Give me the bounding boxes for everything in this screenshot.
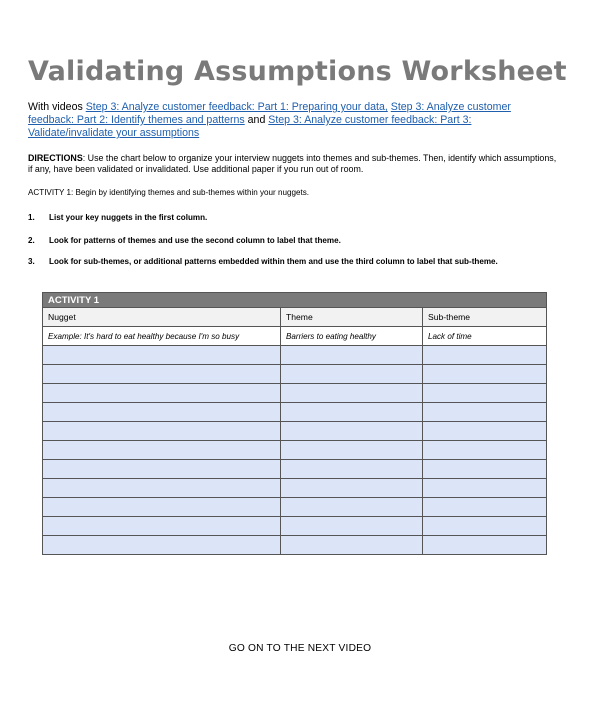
subtheme-cell[interactable] [423, 403, 547, 422]
table-row [43, 403, 547, 422]
theme-cell[interactable] [281, 498, 423, 517]
table-row [43, 384, 547, 403]
nugget-cell[interactable] [43, 536, 281, 555]
column-header-subtheme: Sub-theme [423, 308, 547, 327]
theme-cell[interactable] [281, 346, 423, 365]
directions-text [28, 153, 558, 175]
video-link-part-3[interactable]: Step 3: Analyze customer feedback: Part 3: Validate/invalidate your assumptions [28, 114, 472, 139]
example-theme: Barriers to eating healthy [281, 327, 423, 346]
directions-label: DIRECTIONS [28, 153, 83, 163]
nugget-cell[interactable] [43, 479, 281, 498]
blank-rows [43, 346, 547, 555]
theme-cell[interactable] [281, 441, 423, 460]
subtheme-cell[interactable] [423, 422, 547, 441]
directions-body: : Use the chart below to organize your interview nuggets into themes and sub-themes. Then, identify which assumptions, if any, have been validated or invalidated. Use additional paper if you run out of room. [28, 153, 557, 174]
footer-next-video: GO ON TO THE NEXT VIDEO [228, 643, 372, 654]
column-header-theme: Theme [281, 308, 423, 327]
nugget-cell[interactable] [43, 460, 281, 479]
nugget-cell[interactable] [43, 498, 281, 517]
table-row [43, 536, 547, 555]
table-row [43, 460, 547, 479]
activity-intro: ACTIVITY 1: Begin by identifying themes and sub-themes within your nuggets. [28, 188, 310, 197]
subtheme-cell[interactable] [423, 460, 547, 479]
subtheme-cell[interactable] [423, 365, 547, 384]
subtheme-cell[interactable] [423, 536, 547, 555]
subtheme-cell[interactable] [423, 441, 547, 460]
theme-cell[interactable] [281, 365, 423, 384]
step-number: 2. [28, 236, 35, 245]
theme-cell[interactable] [281, 517, 423, 536]
table-title: ACTIVITY 1 [43, 293, 547, 308]
page-title: Validating Assumptions Worksheet [28, 56, 567, 87]
table-row [43, 365, 547, 384]
video-link-part-1[interactable]: Step 3: Analyze customer feedback: Part 1: Preparing your data, [85, 101, 388, 113]
subtheme-cell[interactable] [423, 346, 547, 365]
table-row [43, 441, 547, 460]
theme-cell[interactable] [281, 479, 423, 498]
videos-middle: and [244, 114, 269, 126]
step-text: Look for patterns of themes and use the second column to label that theme. [49, 236, 341, 245]
subtheme-cell[interactable] [423, 517, 547, 536]
table-row [43, 346, 547, 365]
table-row [43, 422, 547, 441]
table-title-row [43, 293, 547, 308]
example-subtheme: Lack of time [423, 327, 547, 346]
example-nugget: Example: It's hard to eat healthy because I'm so busy [43, 327, 281, 346]
video-links-paragraph [28, 101, 548, 140]
nugget-cell[interactable] [43, 365, 281, 384]
step-number: 1. [28, 213, 35, 222]
subtheme-cell[interactable] [423, 498, 547, 517]
theme-cell[interactable] [281, 422, 423, 441]
video-link-part-2[interactable]: Step 3: Analyze customer feedback: Part 2: Identify themes and patterns [28, 101, 511, 126]
subtheme-cell[interactable] [423, 479, 547, 498]
column-header-nugget: Nugget [43, 308, 281, 327]
nugget-cell[interactable] [43, 403, 281, 422]
activity-table [42, 292, 547, 555]
step-text: List your key nuggets in the first column. [49, 213, 208, 222]
theme-cell[interactable] [281, 460, 423, 479]
step-text: Look for sub-themes, or additional patterns embedded within them and use the third column to label that sub-theme. [49, 257, 498, 266]
theme-cell[interactable] [281, 403, 423, 422]
step-number: 3. [28, 257, 35, 266]
nugget-cell[interactable] [43, 384, 281, 403]
table-row [43, 479, 547, 498]
videos-prefix: With videos [28, 101, 86, 113]
example-row [43, 327, 547, 346]
nugget-cell[interactable] [43, 346, 281, 365]
table-row [43, 498, 547, 517]
theme-cell[interactable] [281, 384, 423, 403]
table-row [43, 517, 547, 536]
nugget-cell[interactable] [43, 517, 281, 536]
theme-cell[interactable] [281, 536, 423, 555]
nugget-cell[interactable] [43, 441, 281, 460]
column-header-row [43, 308, 547, 327]
subtheme-cell[interactable] [423, 384, 547, 403]
nugget-cell[interactable] [43, 422, 281, 441]
